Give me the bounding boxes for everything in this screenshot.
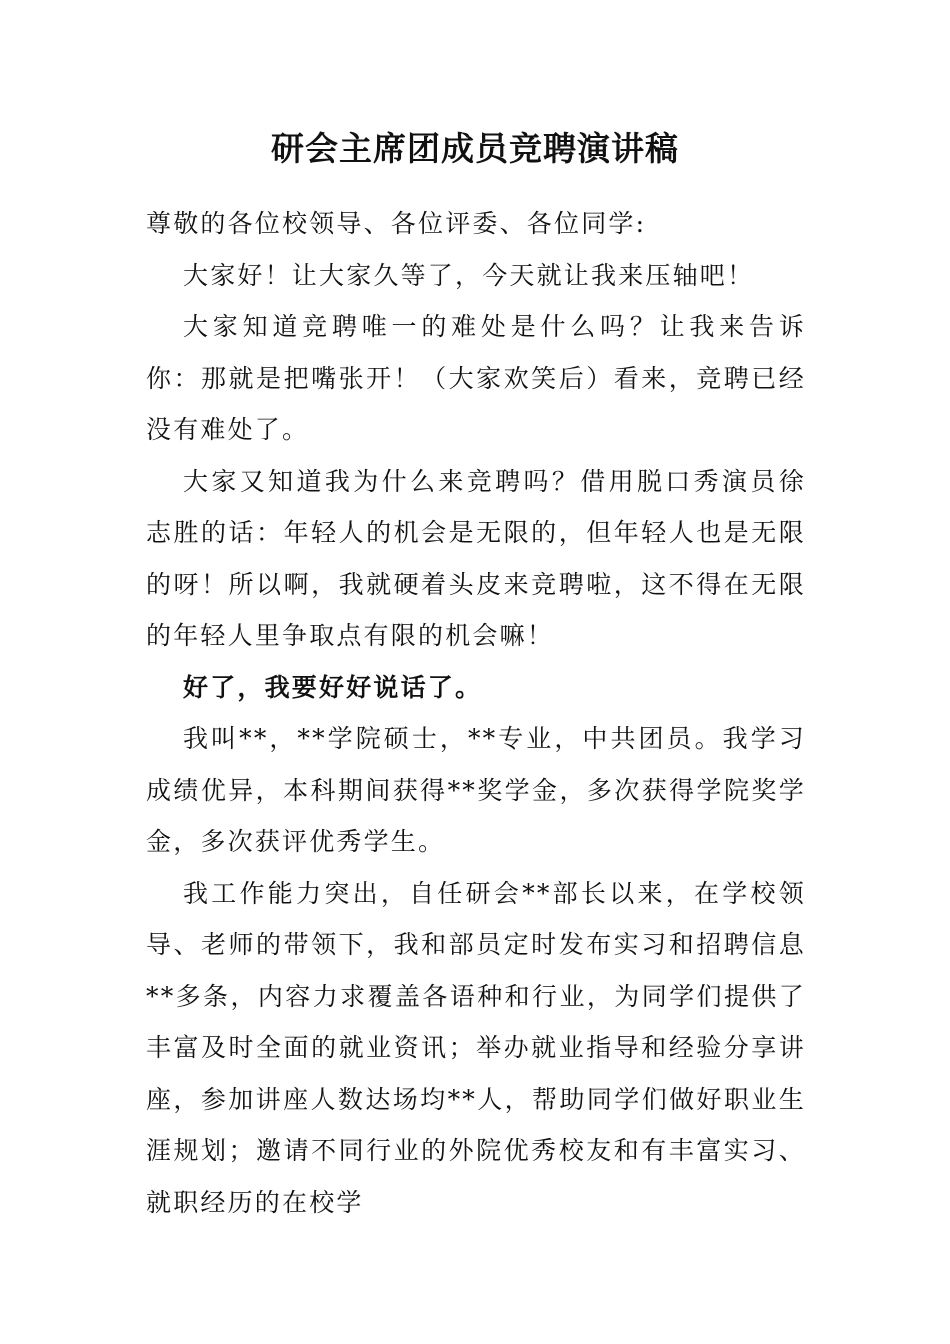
body-paragraph: 我工作能力突出，自任研会**部长以来，在学校领导、老师的带领下，我和部员定时发布实习和招聘信息**多条，内容力求覆盖各语种和行业，为同学们提供了丰富及时全面的就业资讯；举办就业指导和经验分享讲座，参加讲座人数达场均**人，帮助同学们做好职业生涯规划；邀请不同行业的外院优秀校友和有丰富实习、就职经历的在校学 xyxy=(146,878,806,1217)
bold-paragraph: 好了，我要好好说话了。 xyxy=(183,672,483,702)
body-paragraph: 大家又知道我为什么来竞聘吗？借用脱口秀演员徐志胜的话：年轻人的机会是无限的，但年轻人也是无限的呀！所以啊，我就硬着头皮来竞聘啦，这不得在无限的年轻人里争取点有限的机会嘛！ xyxy=(146,466,806,650)
document-title: 研会主席团成员竞聘演讲稿 xyxy=(271,129,679,168)
body-paragraph: 我叫**，**学院硕士，**专业，中共团员。我学习成绩优异，本科期间获得**奖学金，多次获得学院奖学金，多次获评优秀学生。 xyxy=(146,724,806,856)
salutation-paragraph: 尊敬的各位校领导、各位评委、各位同学: xyxy=(146,209,647,238)
body-paragraph: 大家知道竞聘唯一的难处是什么吗？让我来告诉你：那就是把嘴张开！（大家欢笑后）看来，竞聘已经没有难处了。 xyxy=(146,312,806,444)
body-paragraph: 大家好！让大家久等了，今天就让我来压轴吧！ xyxy=(183,260,755,290)
document-body xyxy=(146,198,806,1228)
